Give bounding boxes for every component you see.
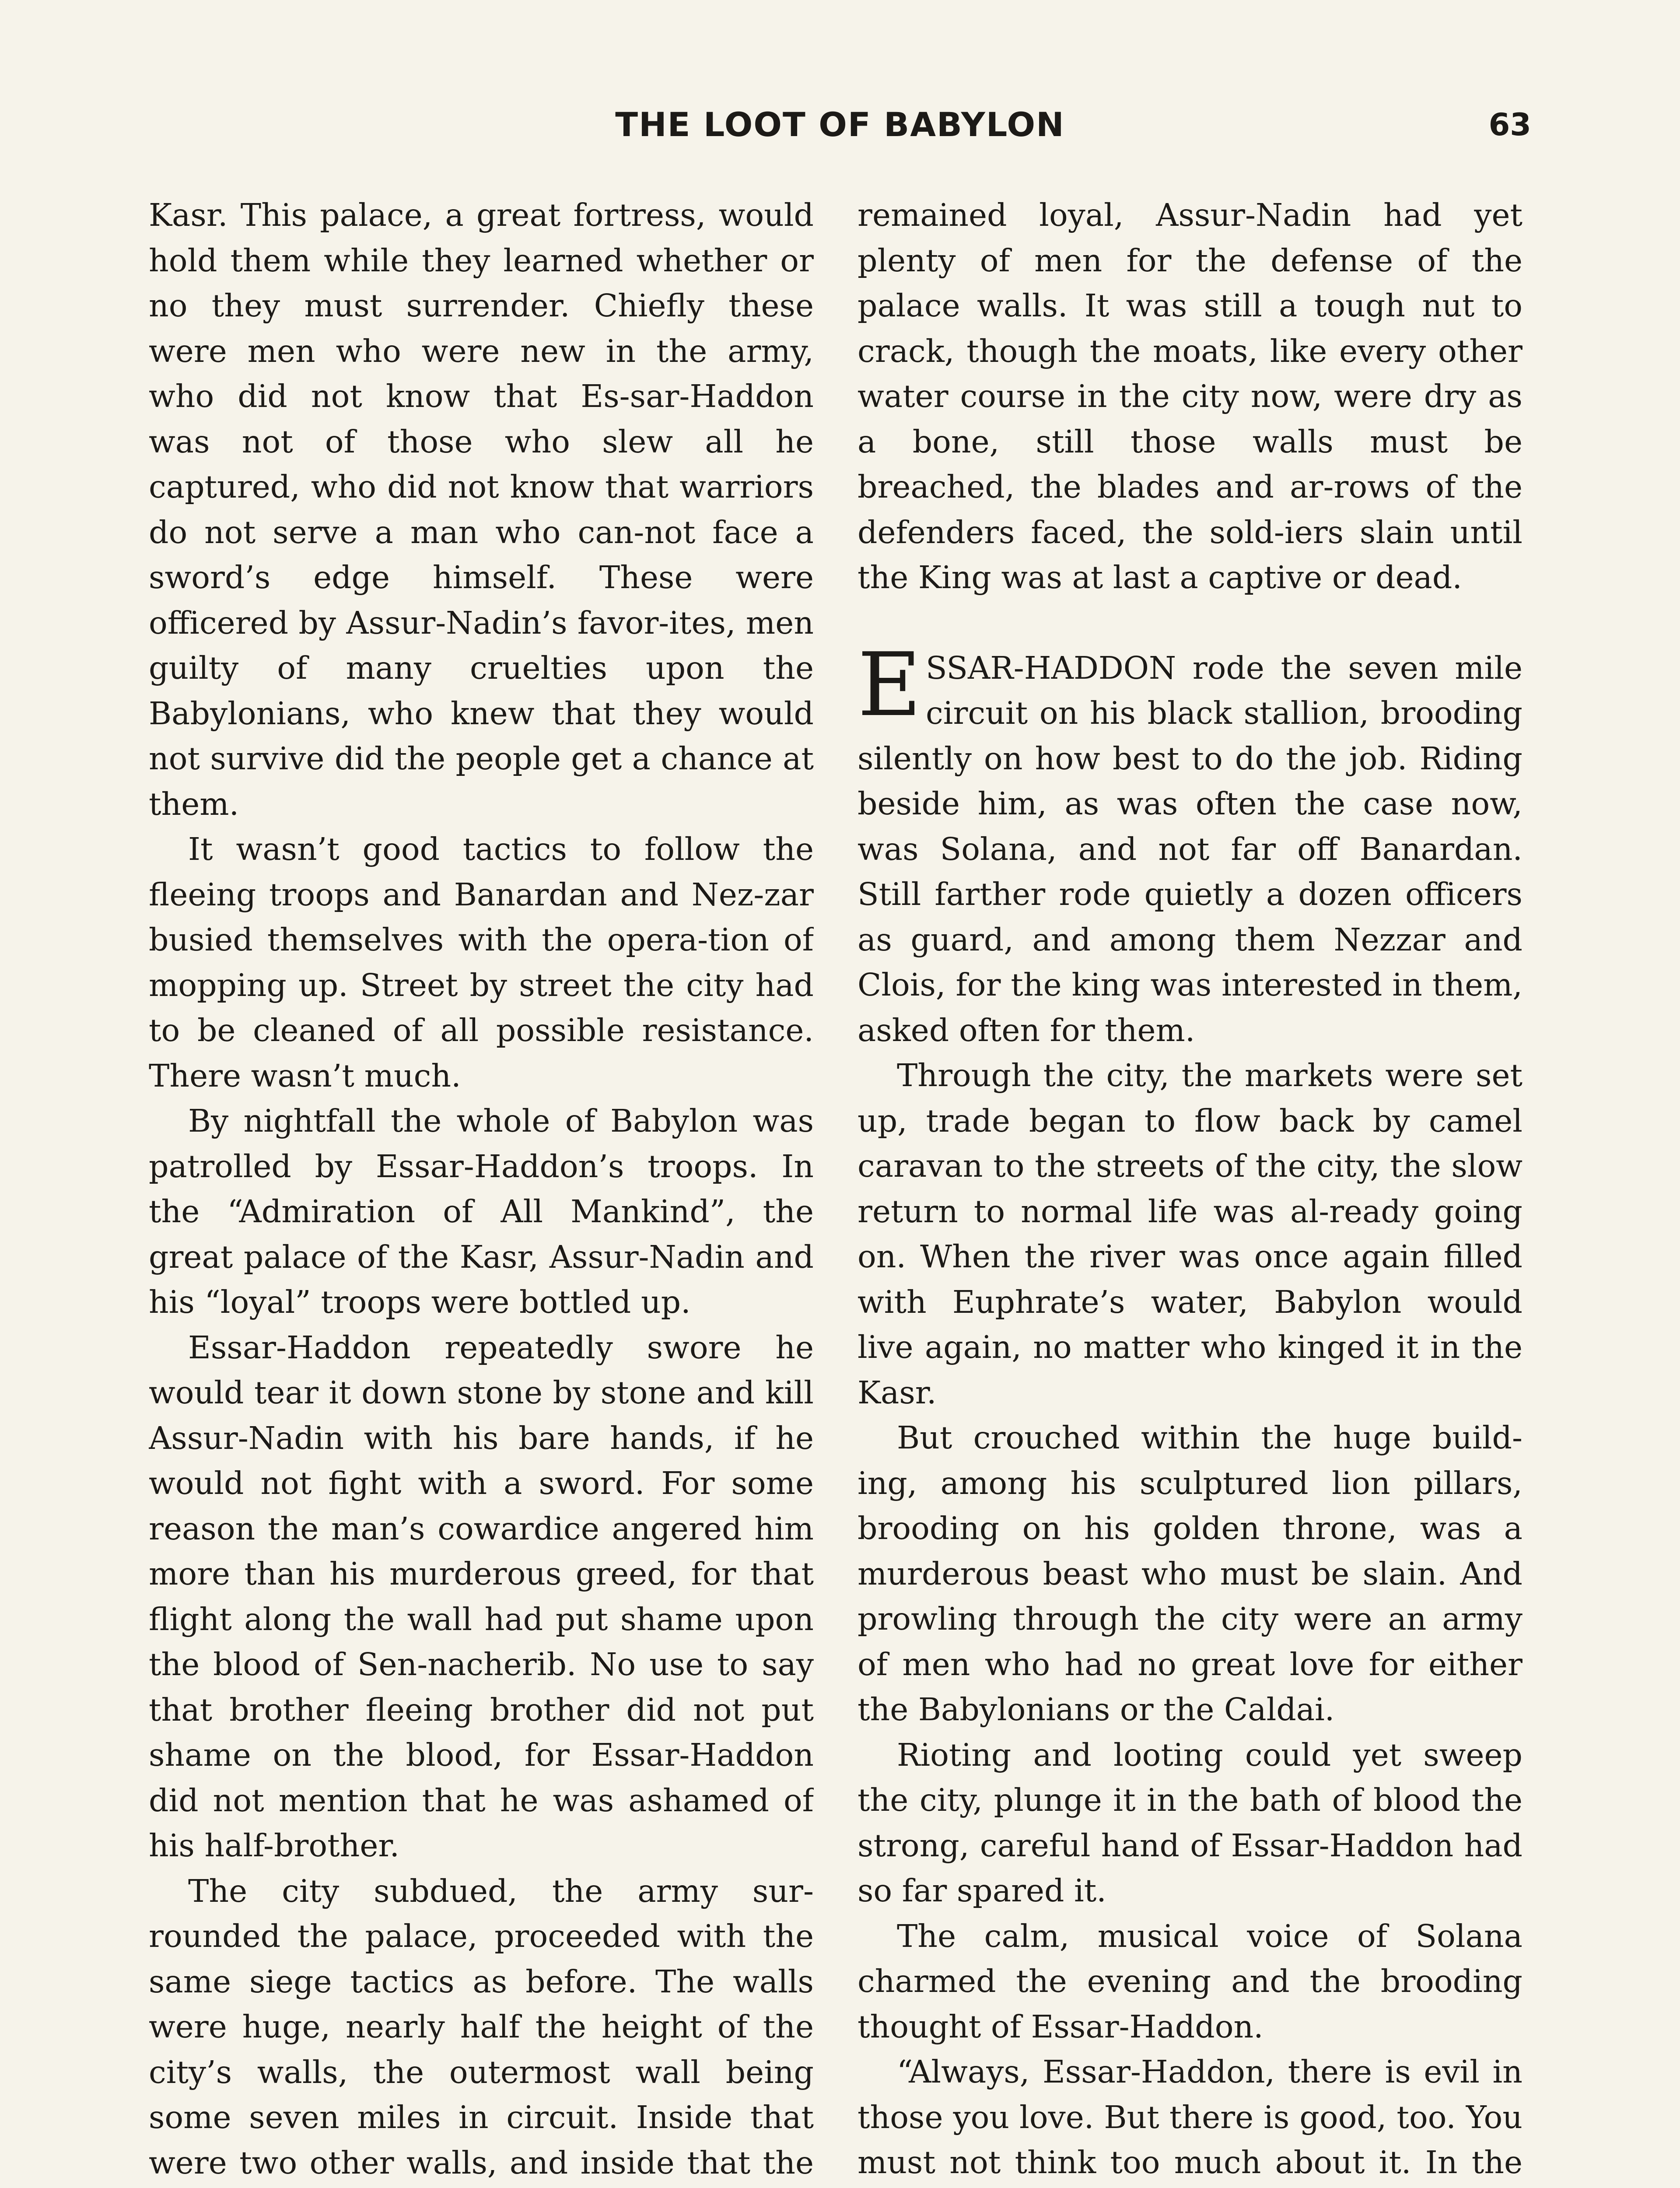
drop-cap-paragraph: ESSAR-HADDON rode the seven mile circuit on his black stallion, brooding silently on how best to do the job. Riding beside him, as was often the case now, was Solana, and not far off Banardan. Still farther rode quietly a dozen officers as guard, and among them Nezzar and Clois, for the king was interested in them, asked often for them. (858, 634, 1522, 1048)
section-break (858, 600, 1522, 645)
paragraph: But crouched within the huge build-ing, among his sculptured lion pillars, brooding on his golden throne, was a murderous beast who must be slain. And prowling through the city were an army of men who had no great love for either the Babylonians or the Caldai. (858, 1420, 1522, 1728)
paragraph: It wasn’t good tactics to follow the fleeing troops and Banardan and Nez-zar busied themselves with the opera-tion of mopping up. Street by street the city had to be cleaned of all possible resistance. There wasn’t much. (149, 831, 814, 1094)
paragraph: Through the city, the markets were set up, trade began to flow back by camel caravan to the streets of the city, the slow return to normal life was al-ready going on. When the river was once again filled with Euphrate’s water, Babylon would live again, no matter who kinged it in the Kasr. (858, 1057, 1522, 1411)
paragraph: Rioting and looting could yet sweep the city, plunge it in the bath of blood the strong, careful hand of Essar-Haddon had so far spared it. (858, 1736, 1522, 1909)
left-column (149, 193, 814, 2188)
paragraph: remained loyal, Assur-Nadin had yet plenty of men for the defense of the palace walls. It was still a tough nut to crack, though the moats, like every other water course in the city now, were dry as a bone, still those walls must be breached, the blades and ar-rows of the defenders faced, the sold-iers slain until the King was at last a captive or dead. (858, 197, 1522, 596)
paragraph: By nightfall the whole of Babylon was patrolled by Essar-Haddon’s troops. In the “Admiration of All Mankind”, the great palace of the Kasr, Assur-Nadin and his “loyal” troops were bottled up. (149, 1103, 814, 1320)
paragraph: “Always, Essar-Haddon, there is evil in those you love. But there is good, too. You must not think too much about it. In the (858, 2054, 1522, 2181)
paragraph: The city subdued, the army sur-rounded the palace, proceeded with the same siege tactics as before. The walls were huge, nearly half the height of the city’s walls, the outermost wall being some seven miles in circuit. Inside that were two other walls, and inside that the (149, 1872, 814, 2181)
paragraph: Essar-Haddon repeatedly swore he would tear it down stone by stone and kill Assur-Nadin with his bare hands, if he would not fight with a sword. For some reason the man’s cowardice angered him more than his murderous greed, for that flight along the wall had put shame upon the blood of Sen-nacherib. No use to say that brother fleeing brother did not put shame on the blood, for Essar-Haddon did not mention that he was ashamed of his half-brother. (149, 1329, 814, 1864)
right-column (858, 193, 1522, 2188)
page-number: 63 (1488, 107, 1531, 143)
running-head (149, 105, 1531, 153)
paragraph: The calm, musical voice of Solana charmed the evening and the brooding thought of Essar-Haddon. (858, 1918, 1522, 2045)
running-title: THE LOOT OF BABYLON (615, 105, 1065, 144)
paragraph: Kasr. This palace, a great fortress, would hold them while they learned whether or no they must surrender. Chiefly these were men who were new in the army, who did not know that Es-sar-Haddon was not of those who slew all he captured, who did not know that warriors do not serve a man who can-not face a sword’s edge himself. These were officered by Assur-Nadin’s favor-ites, men guilty of many cruelties upon the Babylonians, who knew that they would not survive did the people get a chance at them. (149, 197, 814, 822)
